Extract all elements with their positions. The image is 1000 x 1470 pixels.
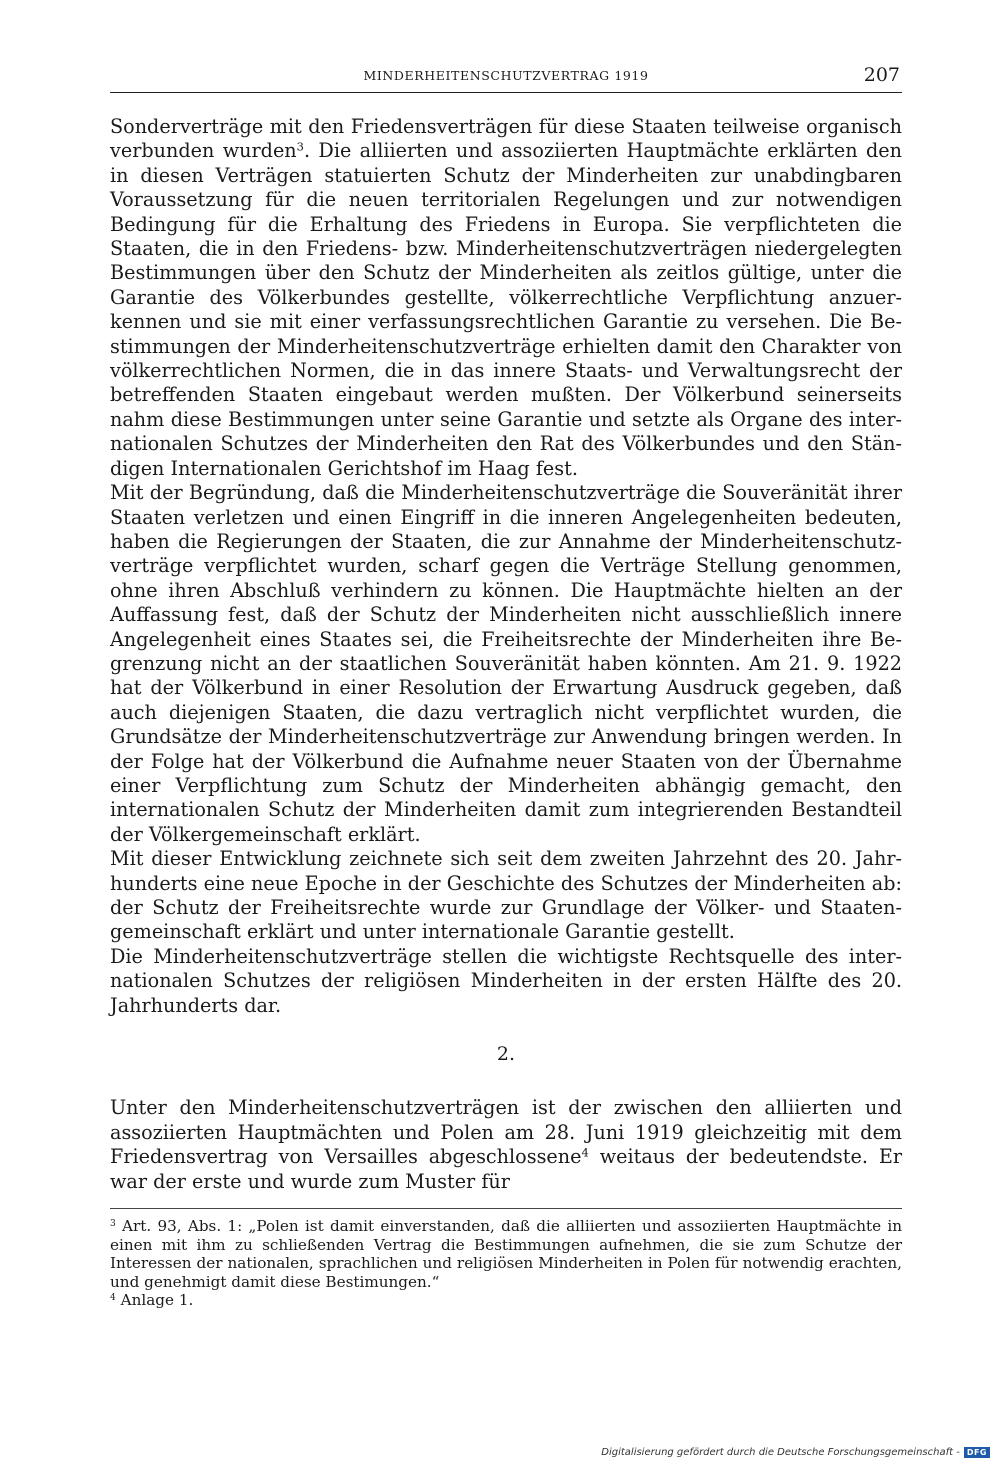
footnote-4 [110,1291,902,1310]
footnotes [110,1217,902,1310]
footnote-4-mark: 4 [110,1293,116,1304]
section-number: 2. [496,1043,516,1066]
paragraph-2: Mit der Begründung, daß die Minderheitenschutzverträge die Souveränität ihrer Staaten verletzen und einen Eingriff in die inneren Angelegenheiten bedeuten, haben die Regierungen der Staaten, die zur Annahme der Minderheitenschutzverträge verpflichtet wurden, scharf gegen die Verträge Stellung genommen, ohne ihren Abschluß verhindern zu können. Die Hauptmächte hielten an der Auffassung fest, daß der Schutz der Minderheiten nicht ausschließlich innere Angelegenheit eines Staates sei, die Freiheitsrechte der Minderheiten ihre Begrenzung nicht an der staatlichen Souveränität haben könnten. Am 21. 9. 1922 hat der Völkerbund in einer Resolution der Erwartung Ausdruck gegeben, daß auch diejenigen Staaten, die dazu vertraglich nicht verpflichtet wurden, die Grundsätze der Minderheitenschutzverträge zur Anwendung bringen werden. In der Folge hat der Völkerbund die Aufnahme neuer Staaten von der Übernahme einer Verpflichtung zum Schutz der Minderheiten abhängig gemacht, den internationalen Schutz der Minderheiten damit zum integrierenden Bestandteil der Völkergemeinschaft erklärt. [110,481,902,846]
paragraph-5-text-a: Unter den Minderheitenschutzverträgen ist der zwischen den alliierten und assoziierten Hauptmächten und Polen am 28. Juni 1919 gleichzeitig mit dem Friedensvertrag von Versailles abgeschlossene [110,1096,902,1169]
paragraph-4: Die Minderheitenschutzverträge stellen die wichtigste Rechtsquelle des internationalen Schutzes der religiösen Minderheiten in der ersten Hälfte des 20. Jahrhunderts dar. [110,944,902,1017]
running-title: MINDERHEITENSCHUTZVERTRAG 1919 [363,68,649,83]
footnote-4-text: Anlage 1. [115,1291,194,1310]
footnote-ref-4: 4 [581,1145,589,1160]
footnote-3-mark: 3 [110,1219,116,1230]
dfg-logo-icon: DFG [964,1447,990,1458]
paragraph-3: Mit dieser Entwicklung zeichnete sich seit dem zweiten Jahrzehnt des 20. Jahrhunderts eine neue Epoche in der Geschichte des Schutzes der Minderheiten ab: der Schutz der Freiheitsrechte wurde zur Grundlage der Völker- und Staatengemeinschaft erklärt und unter internationale Garantie gestellt. [110,847,902,944]
digitization-note [601,1447,990,1458]
page-number: 207 [863,64,900,86]
body-text [110,115,902,1194]
paragraph-5 [110,1096,902,1194]
paragraph-1-text-a: Sonderverträge mit den Friedensverträgen für diese Staaten teilweise organisch verbunden wurden [110,115,902,163]
document-page [110,62,902,1310]
footnote-3 [110,1217,902,1291]
footnote-ref-3: 3 [296,140,304,155]
paragraph-1-text-b: . Die alliierten und assoziierten Hauptmächte erklärten den in diesen Verträgen statuierten Schutz der Minderheiten zur unabdingbaren Voraussetzung für die neuen territorialen Regelungen und zur notwendigen Bedingung für die Erhaltung des Friedens in Europa. Sie verpflichteten die Staaten, die in den Friedens- bzw. Minderheitenschutzverträgen niedergelegten Bestimmungen über den Schutz der Minderheiten als zeitlos gültige, unter die Garantie des Völkerbundes gestellte, völkerrechtliche Verpflichtung anzuerkennen und sie mit einer verfassungsrechtlichen Garantie zu versehen. Die Bestimmungen der Minderheitenschutzverträge erhielten damit den Charakter von völkerrechtlichen Normen, die in das innere Staats- und Verwaltungsrecht der betreffenden Staaten eingebaut werden mußten. Der Völkerbund seinerseits nahm diese Bestimmungen unter seine Garantie und setzte als Organe des internationalen Schutzes der Minderheiten den Rat des Völkerbundes und den Ständigen Internationalen Gerichtshof im Haag fest. [110,139,902,480]
footnote-divider [110,1208,902,1209]
running-head [110,62,902,93]
footnote-3-text: Art. 93, Abs. 1: „Polen ist damit einverstanden, daß die alliierten und assoziierten Hauptmächte in einen mit ihm zu schließenden Vertrag die Bestimmungen aufnehmen, die sie zum Schutze der Interessen der nationalen, sprachlichen und religiösen Minderheiten in Polen für notwendig erachten, und genehmigt damit diese Bestimungen.“ [110,1217,902,1291]
digitization-note-text: Digitalisierung gefördert durch die Deutsche Forschungsgemeinschaft - [601,1447,960,1458]
paragraph-5-text-b: weitaus der bedeutendste. Er war der erste und wurde zum Muster für [110,1145,902,1193]
paragraph-1 [110,115,902,481]
